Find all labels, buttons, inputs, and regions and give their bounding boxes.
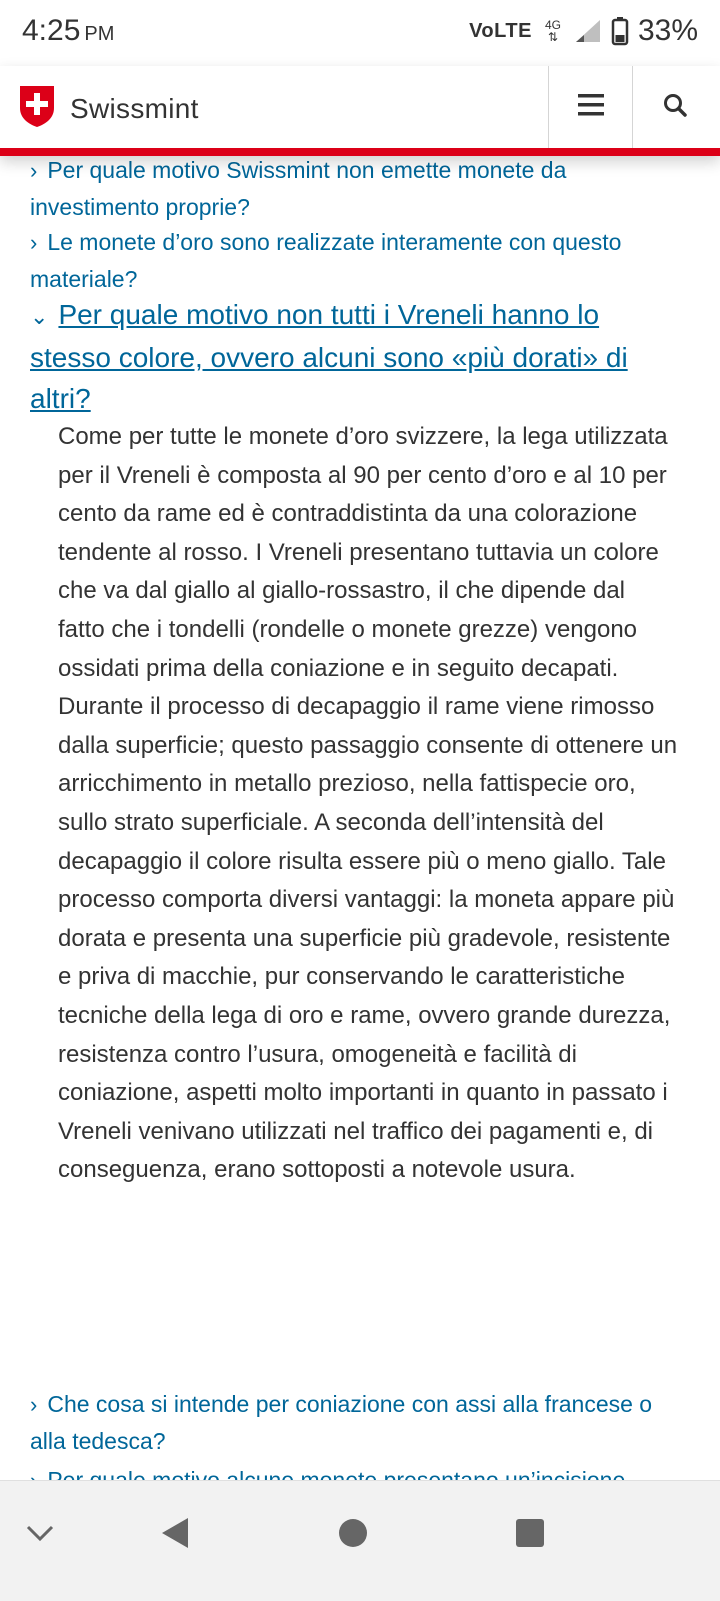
faq-item-gold-material[interactable] <box>30 224 690 297</box>
status-indicators <box>469 14 698 48</box>
search-icon <box>663 93 687 122</box>
chevron-right-icon: › <box>30 230 38 255</box>
nav-collapse-button[interactable] <box>10 1505 70 1565</box>
faq-content <box>0 156 720 1480</box>
home-circle-icon <box>338 1518 368 1553</box>
swiss-flag-icon <box>18 84 56 133</box>
battery-level: 33% <box>637 14 698 47</box>
faq-answer: Come per tutte le monete d’oro svizzere, la lega utilizzata per il Vreneli è composta al 90 per cento d’oro e al 10 per cento da rame ed è contraddistinta da una colorazione tendente al rosso. I Vreneli presentano tuttavia un colore che va dal giallo al giallo-rossastro, il che dipende dal fatto che i tondelli (rondelle o monete grezze) vengono ossidati prima della coniazione e in seguito decapati. Durante il processo di decapaggio il rame viene rimosso dalla superficie; questo passaggio consente di ottenere un arricchimento in metallo prezioso, nella fattispecie oro, sullo strato superficiale. A seconda dell’intensità del decapaggio il colore risulta essere più o meno giallo. Tale processo comporta diversi vantaggi: la moneta appare più dorata e presenta una superficie più gradevole, resistente e priva di macchie, pur conservando le caratteristiche tecniche della lega di oro e rame, ovvero grande durezza, resistenza contro l’usura, omogeneità e facilità di coniazione, aspetti molto importanti in quanto in passato i Vreneli venivano utilizzati nel traffico dei pagamenti e, di conseguenza, erano sottoposti a notevole usura. <box>58 423 678 1184</box>
time-text: 4:25 <box>22 14 81 47</box>
faq-item-investment-coins[interactable] <box>30 152 690 225</box>
battery-icon <box>612 17 628 45</box>
nav-back-button[interactable] <box>145 1505 205 1565</box>
recents-square-icon <box>515 1518 545 1553</box>
faq-item-vreneli-color[interactable] <box>30 294 680 419</box>
faq-open-question[interactable]: Per quale motivo non tutti i Vreneli hanno lo stesso colore, ovvero alcuni sono «più dorati» di altri? <box>30 299 628 414</box>
brand-name: Swissmint <box>70 92 199 124</box>
chevron-down-icon <box>26 1525 54 1546</box>
nav-recents-button[interactable] <box>500 1505 560 1565</box>
network-label: 4G <box>544 18 561 32</box>
signal-icon <box>574 18 602 44</box>
chevron-down-icon: ⌄ <box>30 304 49 329</box>
logo[interactable] <box>18 84 199 133</box>
status-time <box>22 14 114 48</box>
faq-item-coinage-axes[interactable] <box>30 1386 690 1459</box>
status-bar <box>0 0 720 66</box>
android-nav-bar <box>0 1480 720 1601</box>
network-type: 4G ⇅ <box>544 18 561 44</box>
chevron-right-icon: › <box>30 1392 38 1417</box>
chevron-right-icon: › <box>30 158 38 183</box>
back-triangle-icon <box>160 1516 190 1555</box>
faq-question: Per quale motivo Swissmint non emette monete da investimento proprie? <box>30 157 567 220</box>
faq-question: Che cosa si intende per coniazione con assi alla francese o alla tedesca? <box>30 1391 653 1454</box>
search-button[interactable] <box>632 66 717 148</box>
menu-button[interactable] <box>548 66 633 148</box>
nav-home-button[interactable] <box>323 1505 383 1565</box>
faq-question: Le monete d’oro sono realizzate interamente con questo materiale? <box>30 229 622 292</box>
menu-icon <box>578 94 604 121</box>
site-header <box>0 66 720 156</box>
ampm-text: PM <box>84 23 115 45</box>
volte-label: VoLTE <box>469 19 532 42</box>
